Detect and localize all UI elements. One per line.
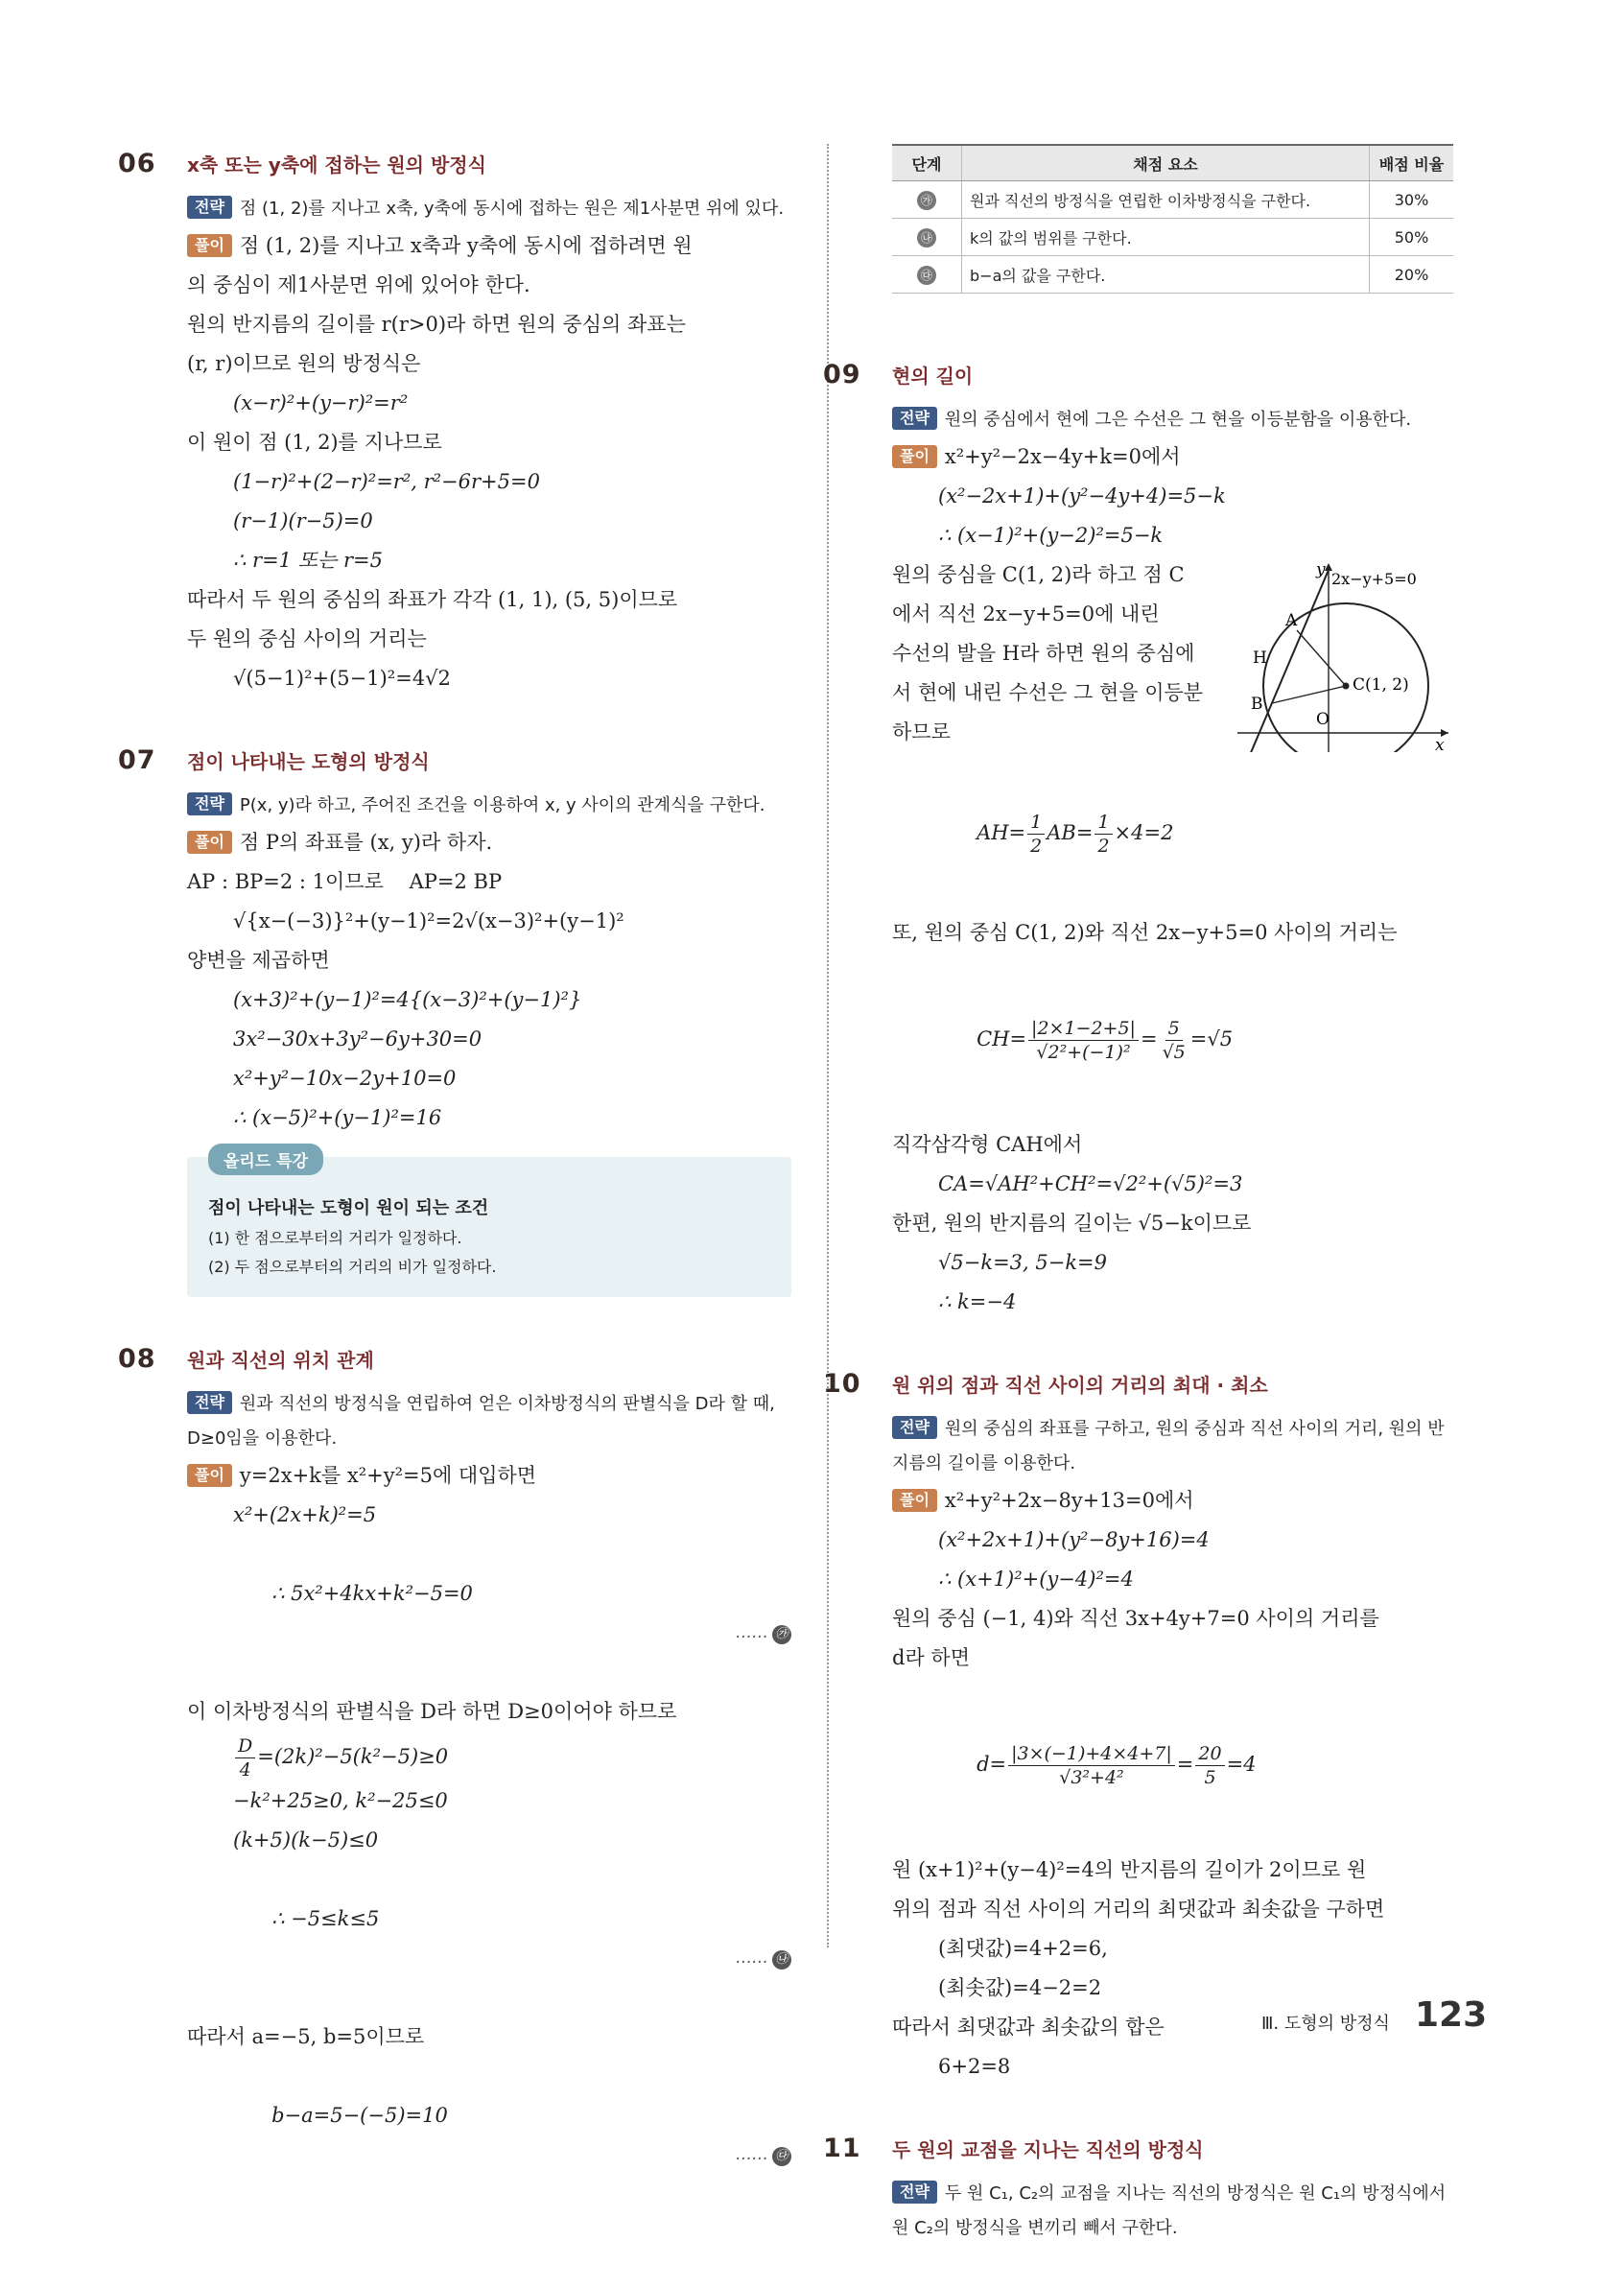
column-divider (827, 144, 829, 1947)
numerator: 1 (1027, 811, 1045, 835)
solution-tag: 풀이 (892, 1489, 937, 1512)
equation-line: b−a=5−(−5)=10 (271, 2104, 448, 2127)
problem-title: x축 또는 y축에 접하는 원의 방정식 (187, 153, 486, 177)
problem-07 (118, 741, 791, 1297)
problem-08 (118, 1339, 791, 2214)
equation-row (187, 1732, 791, 1781)
problem-number: 07 (118, 744, 156, 775)
numerator: 1 (1094, 811, 1112, 835)
denominator: √3²+4² (1059, 1767, 1124, 1788)
equation-row (892, 953, 1453, 1125)
solution-tag: 풀이 (187, 1464, 232, 1487)
fraction (1008, 1742, 1175, 1789)
mark-dots: …… (736, 1623, 768, 1642)
label-A: A (1285, 611, 1298, 630)
table-header: 단계 (892, 145, 962, 181)
equation-line: (최댓값)=4+2=6, (938, 1937, 1108, 1960)
equation-row (187, 1535, 791, 1692)
table-row (892, 219, 1453, 256)
equation-line: (x+3)²+(y−1)²=4{(x−3)²+(y−1)²} (233, 988, 582, 1011)
equation-part: =4 (1226, 1753, 1257, 1776)
solution-tag: 풀이 (187, 234, 232, 257)
problem-06 (118, 144, 791, 698)
equation-part: = (1140, 1027, 1158, 1050)
strategy-text: P(x, y)라 하고, 주어진 조건을 이용하여 x, y 사이의 관계식을 구한다. (239, 795, 765, 815)
equation-part: AB= (1047, 821, 1094, 844)
table-cell: b−a의 값을 구한다. (962, 256, 1370, 294)
mark-dots: …… (736, 1948, 768, 1968)
solution-line: 한편, 원의 반지름의 길이는 √5−k이므로 (892, 1212, 1252, 1235)
label-C: C(1, 2) (1353, 675, 1409, 695)
solution-line: 양변을 제곱하면 (187, 949, 330, 972)
solution-line: 위의 점과 직선 사이의 거리의 최댓값과 최솟값을 구하면 (892, 1898, 1385, 1921)
solution-tag: 풀이 (187, 831, 232, 854)
solution-line: 따라서 a=−5, b=5이므로 (187, 2025, 425, 2048)
circle-chord-figure (1237, 555, 1453, 752)
label-O: O (1316, 710, 1330, 729)
solution-line: 원의 반지름의 길이를 r(r>0)라 하면 원의 중심의 좌표는 (187, 313, 686, 336)
strategy-tag: 전략 (892, 407, 937, 430)
step-marker: ㉯ (917, 228, 936, 248)
equation-line: (최솟값)=4−2=2 (938, 1976, 1102, 1999)
step-mark (736, 2135, 791, 2175)
label-line: 2x−y+5=0 (1331, 570, 1417, 588)
strategy-tag: 전략 (187, 196, 232, 219)
label-x: x (1435, 736, 1445, 752)
problem-10 (823, 1364, 1453, 2087)
step-marker: ㉰ (917, 266, 936, 285)
equation-line: (r−1)(r−5)=0 (233, 509, 373, 532)
equation-line: √(5−1)²+(5−1)²=4√2 (233, 667, 451, 690)
step-mark-da: ㉰ (772, 2147, 791, 2166)
solution-line: 따라서 최댓값과 최솟값의 합은 (892, 2016, 1165, 2039)
equation-line: =(2k)²−5(k²−5)≥0 (257, 1745, 449, 1768)
tip-item: (1) 한 점으로부터의 거리가 일정하다. (208, 1229, 462, 1247)
solution-line: 에서 직선 2x−y+5=0에 내린 (892, 602, 1160, 625)
step-mark-ga: ㉮ (772, 1625, 791, 1644)
fraction (235, 1734, 255, 1781)
equation-line: ∴ 5x²+4kx+k²−5=0 (271, 1582, 473, 1605)
numerator: D (235, 1734, 255, 1758)
strategy-tag: 전략 (187, 1391, 232, 1414)
strategy-tag: 전략 (892, 2181, 937, 2204)
equation-line: (x²+2x+1)+(y²−8y+16)=4 (938, 1528, 1210, 1551)
solution-line: (r, r)이므로 원의 방정식은 (187, 352, 421, 375)
solution-line: y=2x+k를 x²+y²=5에 대입하면 (239, 1464, 537, 1487)
equation-line: x²+y²+2x−8y+13=0에서 (944, 1489, 1194, 1512)
numerator: |3×(−1)+4×4+7| (1008, 1742, 1175, 1766)
solution-line: 또, 원의 중심 C(1, 2)와 직선 2x−y+5=0 사이의 거리는 (892, 921, 1398, 944)
equation-line: ∴ k=−4 (938, 1290, 1017, 1313)
step-mark-na: ㉯ (772, 1950, 791, 1970)
solution-line: 원의 중심을 C(1, 2)라 하고 점 C (892, 563, 1185, 586)
label-H: H (1253, 649, 1267, 668)
table-header: 배점 비율 (1370, 145, 1454, 181)
equation-part: CH= (977, 1027, 1027, 1050)
solution-line: 이 이차방정식의 판별식을 D라 하면 D≥0이어야 하므로 (187, 1700, 677, 1723)
problem-number: 08 (118, 1343, 156, 1374)
problem-number: 09 (823, 359, 861, 389)
denominator: √2²+(−1)² (1036, 1042, 1131, 1063)
equation-part: ×4=2 (1114, 821, 1174, 844)
segment-CH (1272, 686, 1346, 703)
equation-line: ∴ (x−5)²+(y−1)²=16 (233, 1106, 442, 1129)
strategy-text: 원의 중심에서 현에 그은 수선은 그 현을 이등분함을 이용한다. (944, 410, 1412, 430)
step-mark (736, 1614, 791, 1653)
strategy-text: 원의 중심의 좌표를 구하고, 원의 중심과 직선 사이의 거리, 원의 반지름의 길이를 이용한다. (892, 1419, 1445, 1474)
problem-title: 현의 길이 (892, 364, 974, 388)
tip-item: (2) 두 점으로부터의 거리의 비가 일정하다. (208, 1258, 497, 1276)
table-cell: 30% (1370, 181, 1454, 219)
label-y: y (1316, 560, 1326, 579)
equation-line: x²+y²−10x−2y+10=0 (233, 1067, 457, 1090)
solution-line: d라 하면 (892, 1646, 970, 1669)
equation-line: 3x²−30x+3y²−6y+30=0 (233, 1027, 482, 1050)
strategy-tag: 전략 (892, 1416, 937, 1439)
problem-title: 원과 직선의 위치 관계 (187, 1348, 374, 1372)
equation-line: x²+y²−2x−4y+k=0에서 (944, 445, 1181, 468)
denominator: 4 (239, 1759, 251, 1781)
strategy-text: 두 원 C₁, C₂의 교점을 지나는 직선의 방정식은 원 C₁의 방정식에서 원 C₂의 방정식을 변끼리 빼서 구한다. (892, 2183, 1447, 2238)
fraction (1160, 1017, 1189, 1064)
denominator: 5 (1204, 1767, 1216, 1788)
label-B: B (1251, 695, 1263, 714)
denominator: 2 (1097, 836, 1110, 857)
equation-part: AH= (977, 821, 1026, 844)
problem-title: 점이 나타내는 도형의 방정식 (187, 749, 430, 773)
equation-line: (k+5)(k−5)≤0 (233, 1828, 379, 1852)
equation-line: 6+2=8 (938, 2055, 1011, 2078)
equation-line: (x−r)²+(y−r)²=r² (233, 391, 409, 414)
table-header: 채점 요소 (962, 145, 1370, 181)
problem-number: 10 (823, 1368, 861, 1399)
equation-part: =√5 (1189, 1027, 1234, 1050)
solution-line: 하므로 (892, 720, 951, 743)
table-cell: k의 값의 범위를 구한다. (962, 219, 1370, 256)
strategy-tag: 전략 (187, 792, 232, 815)
table-cell: 50% (1370, 219, 1454, 256)
solution-line: 따라서 두 원의 중심의 좌표가 각각 (1, 1), (5, 5)이므로 (187, 588, 678, 611)
step-mark (736, 1939, 791, 1978)
tip-box (187, 1152, 791, 1297)
solution-line: 두 원의 중심 사이의 거리는 (187, 627, 427, 650)
problem-number: 11 (823, 2133, 861, 2163)
fraction (1027, 811, 1045, 858)
equation-row (187, 1860, 791, 2017)
tip-badge: 올리드 특강 (208, 1144, 323, 1175)
problem-title: 두 원의 교점을 지나는 직선의 방정식 (892, 2137, 1204, 2161)
equation-line: ∴ r=1 또는 r=5 (233, 549, 383, 572)
problem-11 (823, 2129, 1453, 2246)
problem-number: 06 (118, 148, 156, 178)
solution-tag: 풀이 (892, 445, 937, 468)
equation-line: (1−r)²+(2−r)²=r², r²−6r+5=0 (233, 470, 540, 493)
equation-part: d= (977, 1753, 1007, 1776)
page-number: 123 (1415, 1995, 1488, 2035)
table-cell: 20% (1370, 256, 1454, 294)
solution-line: 서 현에 내린 수선은 그 현을 이등분 (892, 681, 1204, 704)
equation-line: ∴ (x−1)²+(y−2)²=5−k (938, 524, 1164, 547)
solution-line: 이 원이 점 (1, 2)를 지나므로 (187, 431, 442, 454)
mark-dots: …… (736, 2145, 768, 2164)
equation-row (892, 752, 1453, 913)
footer-section: Ⅲ. 도형의 방정식 (1261, 2014, 1390, 2034)
solution-line: 원의 중심 (−1, 4)와 직선 3x+4y+7=0 사이의 거리를 (892, 1607, 1379, 1630)
tip-title: 점이 나타내는 도형이 원이 되는 조건 (208, 1198, 489, 1218)
point-C (1343, 683, 1350, 690)
solution-line: 점 (1, 2)를 지나고 x축과 y축에 동시에 접하려면 원 (239, 234, 693, 257)
segment-CA (1297, 630, 1346, 686)
equation-line: CA=√AH²+CH²=√2²+(√5)²=3 (938, 1172, 1243, 1195)
equation-line: √{x−(−3)}²+(y−1)²=2√(x−3)²+(y−1)² (233, 909, 624, 932)
solution-line: AP : BP=2 : 1이므로 AP=2 BP (187, 870, 503, 893)
left-column (118, 144, 791, 2256)
numerator: 5 (1165, 1017, 1183, 1041)
denominator: √5 (1162, 1042, 1186, 1063)
equation-line: (x²−2x+1)+(y²−4y+4)=5−k (938, 484, 1226, 507)
equation-line: ∴ −5≤k≤5 (271, 1907, 380, 1930)
numerator: 20 (1195, 1742, 1224, 1766)
solution-line: 의 중심이 제1사분면 위에 있어야 한다. (187, 273, 530, 296)
fraction (1028, 1017, 1139, 1064)
problem-09 (823, 355, 1453, 1322)
equation-part: = (1176, 1753, 1194, 1776)
strategy-text: 원과 직선의 방정식을 연립하여 얻은 이차방정식의 판별식을 D라 할 때, D≥0임을 이용한다. (187, 1394, 775, 1449)
solution-line: 점 P의 좌표를 (x, y)라 하자. (239, 831, 493, 854)
equation-line: −k²+25≥0, k²−25≤0 (233, 1789, 448, 1812)
fraction (1195, 1742, 1224, 1789)
solution-line: 수선의 발을 H라 하면 원의 중심에 (892, 642, 1195, 665)
equation-line: √5−k=3, 5−k=9 (938, 1251, 1108, 1274)
table-row (892, 256, 1453, 294)
table-cell: 원과 직선의 방정식을 연립한 이차방정식을 구한다. (962, 181, 1370, 219)
step-marker: ㉮ (917, 191, 936, 210)
table-row (892, 181, 1453, 219)
problem-title: 원 위의 점과 직선 사이의 거리의 최대 · 최소 (892, 1373, 1268, 1397)
solution-line: 직각삼각형 CAH에서 (892, 1133, 1083, 1156)
solution-line: 원 (x+1)²+(y−4)²=4의 반지름의 길이가 2이므로 원 (892, 1858, 1367, 1881)
grading-table (892, 144, 1453, 294)
strategy-text: 점 (1, 2)를 지나고 x축, y축에 동시에 접하는 원은 제1사분면 위에 있다. (239, 199, 785, 219)
fraction (1094, 811, 1112, 858)
denominator: 2 (1030, 836, 1043, 857)
numerator: |2×1−2+5| (1028, 1017, 1139, 1041)
equation-row (892, 1678, 1453, 1851)
equation-line: ∴ (x+1)²+(y−4)²=4 (938, 1568, 1134, 1591)
equation-line: x²+(2x+k)²=5 (233, 1503, 377, 1526)
right-column (823, 144, 1453, 2288)
equation-row (187, 2057, 791, 2214)
